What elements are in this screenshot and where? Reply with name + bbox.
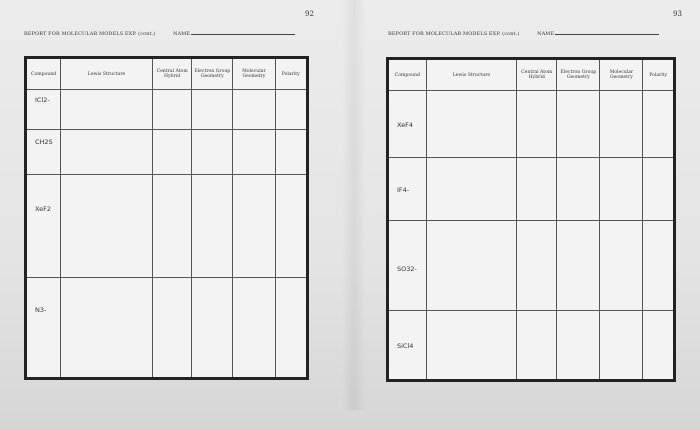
col-molecular-geometry: Molecular Geometry [600,59,643,91]
answer-cell[interactable] [426,91,516,158]
compound-label: SO32- [397,264,417,273]
table-header-row [26,58,308,90]
right-page [358,0,700,410]
answer-cell[interactable] [517,220,557,310]
col-lewis-structure: Lewis Structure [426,59,516,91]
table-row [388,311,675,381]
table-row [388,91,675,158]
answer-cell[interactable] [517,157,557,220]
report-table [386,57,676,382]
answer-cell[interactable] [557,157,600,220]
compound-label: CH2S [35,137,53,146]
col-electron-group-geometry: Electron Group Geometry [557,59,600,91]
answer-cell[interactable] [152,90,191,130]
answer-cell[interactable] [275,129,307,174]
name-line [191,34,295,35]
answer-cell[interactable] [600,157,643,220]
col-polarity: Polarity [643,59,675,91]
report-header [388,31,659,37]
answer-cell[interactable] [600,91,643,158]
table-row [26,174,308,277]
table-row [388,220,675,310]
answer-cell[interactable] [643,220,675,310]
answer-cell[interactable] [275,90,307,130]
name-label: NAME [537,31,555,37]
col-compound: Compound [388,59,427,91]
report-table [24,56,309,380]
answer-cell[interactable] [61,129,153,174]
col-central-atom-hybrid: Central Atom Hybrid [517,59,557,91]
col-electron-group-geometry: Electron Group Geometry [192,58,233,90]
answer-cell[interactable] [61,278,153,379]
answer-cell[interactable] [517,91,557,158]
answer-cell[interactable] [233,129,275,174]
answer-cell[interactable] [152,174,191,277]
answer-cell[interactable] [643,311,675,381]
compound-label: XeF2 [35,204,52,213]
compound-label: N3- [35,306,47,315]
col-central-atom-hybrid: Central Atom Hybrid [152,58,191,90]
compound-label: XeF4 [397,121,414,129]
answer-cell[interactable] [233,90,275,130]
name-label: NAME [173,31,191,37]
answer-cell[interactable] [517,311,557,381]
table-row [26,90,308,130]
answer-cell[interactable] [600,220,643,310]
answer-cell[interactable] [152,129,191,174]
compound-label: IF4- [397,185,410,194]
col-molecular-geometry: Molecular Geometry [233,58,275,90]
col-lewis-structure: Lewis Structure [61,58,153,90]
answer-cell[interactable] [426,311,516,381]
answer-cell[interactable] [152,278,191,379]
col-compound: Compound [26,58,61,90]
answer-cell[interactable] [426,157,516,220]
answer-cell[interactable] [192,129,233,174]
answer-cell[interactable] [61,174,153,277]
report-title: REPORT FOR MOLECULAR MODELS EXP. (cont.) [24,31,156,37]
answer-cell[interactable] [192,278,233,379]
page-number: 93 [673,10,682,18]
table-row [26,278,308,379]
answer-cell[interactable] [643,157,675,220]
answer-cell[interactable] [233,278,275,379]
answer-cell[interactable] [557,311,600,381]
answer-cell[interactable] [61,90,153,130]
col-polarity: Polarity [275,58,307,90]
table-row [26,129,308,174]
report-header [24,31,295,37]
answer-cell[interactable] [192,90,233,130]
answer-cell[interactable] [192,174,233,277]
compound-label: SiCl4 [397,342,414,351]
answer-cell[interactable] [557,220,600,310]
name-line [555,34,659,35]
answer-cell[interactable] [643,91,675,158]
report-title: REPORT FOR MOLECULAR MODELS EXP. (cont.) [388,31,520,37]
left-page [0,0,350,410]
answer-cell[interactable] [275,174,307,277]
table-row [388,157,675,220]
answer-cell[interactable] [426,220,516,310]
answer-cell[interactable] [275,278,307,379]
answer-cell[interactable] [557,91,600,158]
compound-label: ICl2- [35,96,50,104]
table-header-row [388,59,675,91]
answer-cell[interactable] [233,174,275,277]
answer-cell[interactable] [600,311,643,381]
page-number: 92 [305,10,314,18]
